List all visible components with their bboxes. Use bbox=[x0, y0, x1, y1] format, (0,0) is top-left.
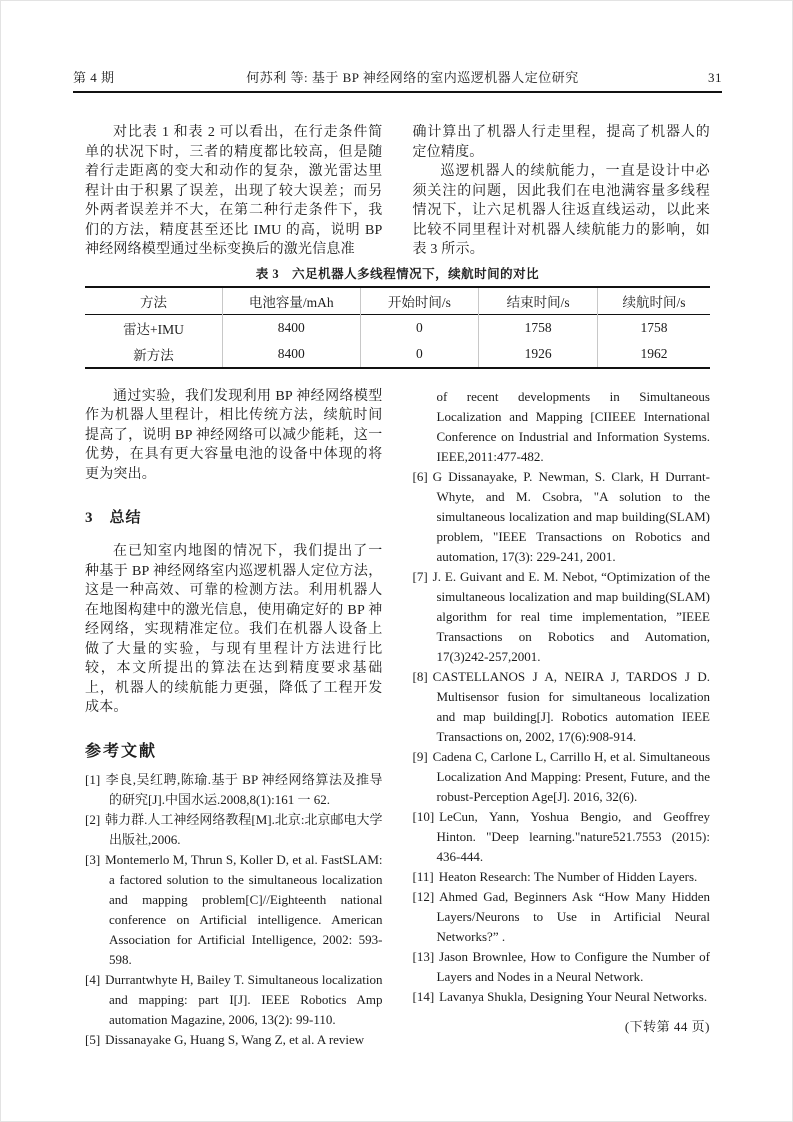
table-cell: 8400 bbox=[223, 341, 361, 368]
reference-text: LeCun, Yann, Yoshua Bengio, and Geoffrey Hinton. "Deep learning."nature521.7553 (2015): 436-444. bbox=[436, 808, 710, 864]
header-rule bbox=[73, 91, 722, 93]
reference-item bbox=[413, 807, 711, 867]
reference-label: [12] bbox=[412, 888, 435, 904]
reference-text: Jason Brownlee, How to Configure the Number of Layers and Nodes in a Neural Network. bbox=[436, 948, 710, 984]
reference-text: J. E. Guivant and E. M. Nebot, “Optimization of the simultaneous localization and map building(SLAM) algorithm for real time implementation, ”IEEE Transactions on Robotics and Automation, 17(3)242-257,2001. bbox=[432, 568, 710, 664]
reference-item bbox=[413, 987, 711, 1007]
reference-item bbox=[413, 887, 711, 947]
reference-label: [5] bbox=[85, 1031, 101, 1047]
reference-text: 韩力群.人工神经网络教程[M].北京:北京邮电大学出版社,2006. bbox=[105, 811, 383, 847]
column-header: 方法 bbox=[140, 294, 167, 310]
reference-label: [6] bbox=[412, 468, 428, 484]
table-row bbox=[85, 314, 710, 341]
header-issue: 第 4 期 bbox=[73, 70, 115, 85]
reference-label: [9] bbox=[412, 748, 428, 764]
reference-continuation: of recent developments in Simultaneous Localization and Mapping [CIIEEE International Conference on Industrial and Information Systems. IEEE,2011:477-482. bbox=[436, 388, 710, 464]
reference-item bbox=[413, 467, 711, 567]
table-cell: 1962 bbox=[598, 341, 711, 368]
reference-text: G Dissanayake, P. Newman, S. Clark, H Durrant-Whyte, and M. Csobra, "A solution to the simultaneous localization and map building(SLAM) problem, "IEEE Transactions on Robotics and automation, 17(3): 229-241, 2001. bbox=[432, 468, 710, 564]
references-heading: 参考文献 bbox=[85, 742, 158, 760]
running-header bbox=[73, 1, 722, 86]
bottom-right-column bbox=[413, 387, 711, 1050]
reference-label: [4] bbox=[85, 971, 101, 987]
reference-item bbox=[85, 1030, 383, 1050]
reference-item bbox=[413, 667, 711, 747]
reference-item bbox=[413, 747, 711, 807]
table-cell: 1758 bbox=[598, 314, 711, 341]
bottom-left-column bbox=[85, 387, 383, 1050]
reference-text: Dissanayake G, Huang S, Wang Z, et al. A review bbox=[105, 1031, 365, 1047]
reference-item bbox=[85, 770, 383, 810]
reference-label: [7] bbox=[412, 568, 428, 584]
reference-label: [2] bbox=[85, 811, 101, 827]
reference-item bbox=[413, 867, 711, 887]
reference-item bbox=[85, 970, 383, 1030]
reference-item bbox=[413, 947, 711, 987]
header-page-number: 31 bbox=[708, 70, 722, 85]
reference-text: 李良,吴红聘,陈瑜.基于 BP 神经网络算法及推导的研究[J].中国水运.2008,8(1):161 一 62. bbox=[105, 771, 383, 807]
reference-item bbox=[85, 810, 383, 850]
column-header: 续航时间/s bbox=[598, 287, 711, 315]
reference-item bbox=[413, 567, 711, 667]
reference-text: Ahmed Gad, Beginners Ask “How Many Hidden Layers/Neurons to Use in Artificial Neural Networks?” . bbox=[436, 888, 710, 944]
continuation-note: (下转第 44 页) bbox=[624, 1018, 710, 1034]
section-heading-conclusion: 3 总结 bbox=[85, 510, 142, 526]
reference-label: [3] bbox=[85, 851, 101, 867]
reference-label: [10] bbox=[412, 808, 435, 824]
table-cell: 雷达+IMU bbox=[123, 321, 184, 337]
table-cell: 8400 bbox=[223, 314, 361, 341]
top-two-column-section bbox=[85, 123, 710, 260]
reference-text: Durrantwhyte H, Bailey T. Simultaneous localization and mapping: part I[J]. IEEE Robotics Amp automation Magazine, 2006, 13(2): 99-110. bbox=[105, 971, 383, 1027]
reference-label: [8] bbox=[412, 668, 428, 684]
paragraph: 对比表 1 和表 2 可以看出，在行走条件简单的状况下时，三者的精度都比较高，但是随着行走距离的变大和动作的复杂，激光雷达里程计由于积累了误差，出现了较大误差；而另外两者误差并不大，在第二种行走条件下，我们的方法，精度甚至还比 IMU 的高，说明 BP 神经网络模型通过坐标变换后的激光信息准 bbox=[85, 125, 383, 257]
table-cell: 0 bbox=[360, 341, 479, 368]
reference-text: Cadena C, Carlone L, Carrillo H, et al. Simultaneous Localization And Mapping: Present, Future, and the robust-Perception Age[J]. 2016, 32(6). bbox=[432, 748, 710, 804]
paragraph: 在已知室内地图的情况下，我们提出了一种基于 BP 神经网络室内巡逻机器人定位方法，这是一种高效、可靠的检测方法。利用机器人在地图构建中的激光信息，使用确定好的 BP 神经网络，实现精准定位。我们在机器人设备上做了大量的实验，与现有里程计方法进行比较，本文所提出的算法在达到精度要求基础上，机器人的续航能力更强，降低了工程开发成本。 bbox=[85, 544, 383, 715]
bottom-two-column-section bbox=[85, 387, 710, 1050]
reference-text: CASTELLANOS J A, NEIRA J, TARDOS J D. Multisensor fusion for simultaneous localization and map building[J]. Robotics automation IEEE Transactions on, 2002, 17(6):908-914. bbox=[432, 668, 710, 744]
top-right-column bbox=[413, 123, 711, 260]
column-header: 开始时间/s bbox=[360, 287, 479, 315]
table-cell: 0 bbox=[360, 314, 479, 341]
table-cell: 1758 bbox=[479, 314, 598, 341]
reference-label: [11] bbox=[412, 868, 434, 884]
reference-label: [14] bbox=[412, 988, 435, 1004]
paragraph: 确计算出了机器人行走里程，提高了机器人的定位精度。 bbox=[412, 125, 710, 160]
table-3-block bbox=[85, 264, 710, 369]
column-header: 结束时间/s bbox=[479, 287, 598, 315]
reference-text: Heaton Research: The Number of Hidden Layers. bbox=[438, 868, 698, 884]
table-caption: 表 3 六足机器人多线程情况下，续航时间的对比 bbox=[255, 266, 540, 281]
top-left-column bbox=[85, 123, 383, 260]
reference-text: Lavanya Shukla, Designing Your Neural Networks. bbox=[439, 988, 708, 1004]
page-content bbox=[1, 1, 792, 1050]
table-row bbox=[85, 341, 710, 368]
table-cell: 1926 bbox=[479, 341, 598, 368]
paragraph: 通过实验，我们发现利用 BP 神经网络模型作为机器人里程计，相比传统方法，续航时间提高了，说明 BP 神经网络可以减少能耗，这一优势，在具有更大容量电池的设备中体现的将更为突出。 bbox=[85, 388, 383, 482]
reference-label: [13] bbox=[412, 948, 435, 964]
header-title: 何苏利 等: 基于 BP 神经网络的室内巡逻机器人定位研究 bbox=[246, 70, 579, 85]
column-header: 电池容量/mAh bbox=[223, 287, 361, 315]
reference-text: Montemerlo M, Thrun S, Koller D, et al. FastSLAM: a factored solution to the simultaneous localization and mapping problem[C]//Eighteenth national conference on Artificial intelligence. American Association for Artificial Intelligence, 2002: 593-598. bbox=[105, 851, 383, 967]
endurance-comparison-table bbox=[85, 286, 710, 369]
table-cell: 新方法 bbox=[133, 347, 174, 363]
table-header-row bbox=[85, 287, 710, 315]
reference-item bbox=[85, 850, 383, 970]
reference-label: [1] bbox=[85, 771, 101, 787]
paragraph: 巡逻机器人的续航能力，一直是设计中必须关注的问题，因此我们在电池满容量多线程情况下，让六足机器人往返直线运动，以此来比较不同里程计对机器人续航能力的影响，如表 3 所示。 bbox=[412, 164, 710, 257]
